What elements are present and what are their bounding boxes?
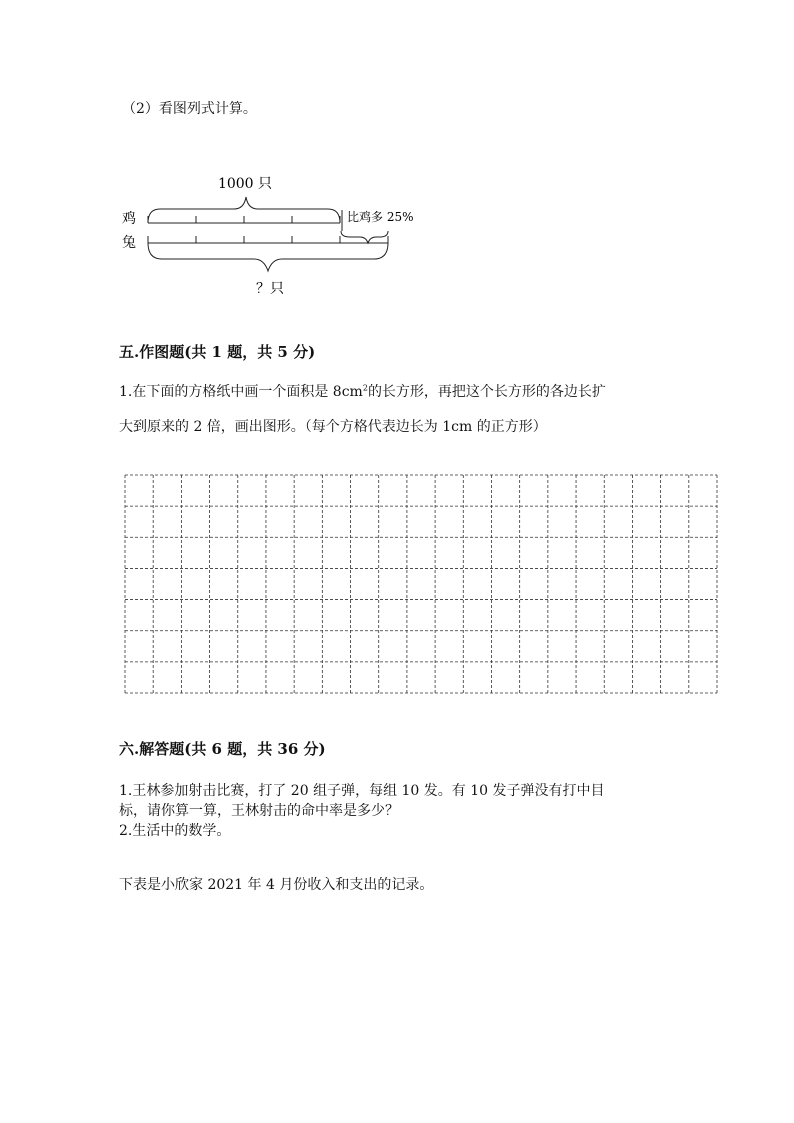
extra-brace bbox=[341, 231, 388, 243]
section5-title: 五.作图题(共 1 题，共 5 分) bbox=[119, 343, 316, 361]
q1-text-post: 的长方形，再把这个长方形的各边长扩 bbox=[367, 384, 606, 400]
q1-text-pre: 1.在下面的方格纸中画一个面积是 8cm bbox=[119, 384, 363, 400]
extra-label: 比鸡多 25% bbox=[347, 210, 414, 224]
q1-superscript: 2 bbox=[362, 383, 368, 393]
bottom-label: ？只 bbox=[256, 281, 284, 297]
bottom-brace bbox=[148, 243, 388, 271]
bar-diagram bbox=[110, 165, 430, 305]
part2-instruction: （2）看图列式计算。 bbox=[122, 101, 257, 117]
section6-q2: 2.生活中的数学。 bbox=[119, 823, 231, 839]
rabbit-label: 兔 bbox=[122, 235, 136, 251]
grid-paper[interactable] bbox=[124, 474, 718, 694]
section6-title: 六.解答题(共 6 题，共 36 分) bbox=[119, 740, 326, 758]
section5-q1-line2: 大到原来的 2 倍，画出图形。（每个方格代表边长为 1cm 的正方形） bbox=[119, 419, 547, 435]
section6-q1-line1: 1.王林参加射击比赛，打了 20 组子弹，每组 10 发。有 10 发子弹没有打中目 bbox=[119, 783, 605, 799]
section6-q1-line2: 标，请你算一算，王林射击的命中率是多少？ bbox=[119, 803, 399, 819]
section5-q1-line1 bbox=[119, 381, 606, 401]
chicken-label: 鸡 bbox=[122, 211, 136, 227]
top-label: 1000 只 bbox=[217, 176, 273, 192]
table-intro: 下表是小欣家 2021 年 4 月份收入和支出的记录。 bbox=[119, 877, 434, 893]
chicken-bar-ticks bbox=[148, 216, 340, 223]
